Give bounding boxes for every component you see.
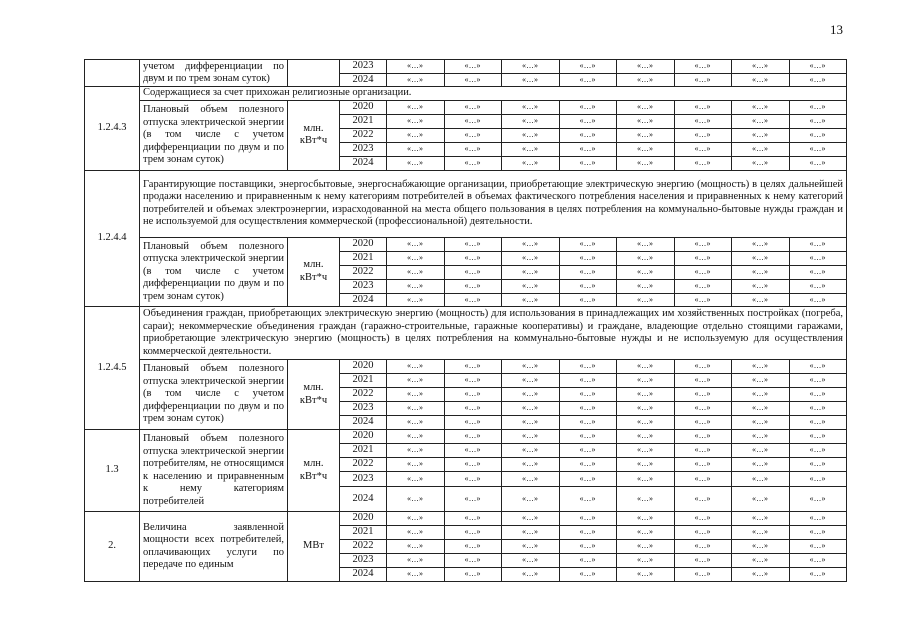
value-placeholder: «...» — [559, 416, 617, 430]
year-cell: 2023 — [340, 279, 387, 293]
value-placeholder: «...» — [387, 129, 445, 143]
value-placeholder: «...» — [559, 526, 617, 540]
value-placeholder: «...» — [732, 458, 790, 472]
value-placeholder: «...» — [617, 430, 675, 444]
value-placeholder: «...» — [559, 251, 617, 265]
year-cell: 2020 — [340, 360, 387, 374]
value-placeholder: «...» — [502, 265, 560, 279]
value-placeholder: «...» — [387, 388, 445, 402]
value-placeholder: «...» — [444, 416, 502, 430]
value-placeholder: «...» — [444, 472, 502, 487]
value-placeholder: «...» — [387, 265, 445, 279]
indicator-name: учетом дифференциации по двум и по трем зонам суток) — [140, 60, 288, 87]
value-placeholder: «...» — [617, 60, 675, 74]
value-placeholder: «...» — [674, 115, 732, 129]
value-placeholder: «...» — [617, 512, 675, 526]
year-cell: 2021 — [340, 444, 387, 458]
section-text-row — [85, 307, 847, 360]
value-placeholder: «...» — [559, 458, 617, 472]
section-code: 1.2.4.4 — [85, 170, 140, 307]
value-placeholder: «...» — [789, 540, 847, 554]
value-placeholder: «...» — [674, 540, 732, 554]
value-placeholder: «...» — [732, 279, 790, 293]
value-placeholder: «...» — [674, 237, 732, 251]
value-placeholder: «...» — [789, 101, 847, 115]
year-cell: 2024 — [340, 416, 387, 430]
value-placeholder: «...» — [789, 360, 847, 374]
value-placeholder: «...» — [387, 458, 445, 472]
value-placeholder: «...» — [617, 568, 675, 582]
value-placeholder: «...» — [387, 279, 445, 293]
value-placeholder: «...» — [387, 416, 445, 430]
value-placeholder: «...» — [617, 402, 675, 416]
year-cell: 2021 — [340, 251, 387, 265]
section-code: 1.2.4.3 — [85, 87, 140, 171]
table-row — [85, 430, 847, 444]
value-placeholder: «...» — [732, 526, 790, 540]
unit-of-measure — [288, 60, 340, 87]
value-placeholder: «...» — [617, 115, 675, 129]
value-placeholder: «...» — [674, 430, 732, 444]
value-placeholder: «...» — [559, 293, 617, 307]
value-placeholder: «...» — [732, 129, 790, 143]
page-number: 13 — [830, 22, 843, 37]
value-placeholder: «...» — [559, 472, 617, 487]
year-cell: 2023 — [340, 402, 387, 416]
value-placeholder: «...» — [789, 73, 847, 87]
value-placeholder: «...» — [617, 554, 675, 568]
section-code — [85, 60, 140, 87]
value-placeholder: «...» — [789, 279, 847, 293]
year-cell: 2020 — [340, 237, 387, 251]
value-placeholder: «...» — [502, 458, 560, 472]
indicator-name: Плановый объем полезного отпуска электрической энергии (в том числе с учетом дифференциации по двум и по трем зонам суток) — [140, 360, 288, 430]
value-placeholder: «...» — [502, 143, 560, 157]
value-placeholder: «...» — [789, 512, 847, 526]
value-placeholder: «...» — [502, 374, 560, 388]
value-placeholder: «...» — [732, 293, 790, 307]
value-placeholder: «...» — [732, 265, 790, 279]
value-placeholder: «...» — [732, 487, 790, 512]
table-row — [85, 101, 847, 115]
value-placeholder: «...» — [502, 444, 560, 458]
value-placeholder: «...» — [789, 237, 847, 251]
value-placeholder: «...» — [444, 293, 502, 307]
indicator-name: Плановый объем полезного отпуска электрической энергии (в том числе с учетом дифференциации по двум и по трем зонам суток) — [140, 101, 288, 171]
value-placeholder: «...» — [617, 540, 675, 554]
year-cell: 2023 — [340, 60, 387, 74]
value-placeholder: «...» — [674, 73, 732, 87]
value-placeholder: «...» — [387, 237, 445, 251]
value-placeholder: «...» — [502, 293, 560, 307]
value-placeholder: «...» — [674, 157, 732, 171]
value-placeholder: «...» — [732, 430, 790, 444]
value-placeholder: «...» — [559, 129, 617, 143]
value-placeholder: «...» — [559, 512, 617, 526]
value-placeholder: «...» — [732, 554, 790, 568]
value-placeholder: «...» — [789, 293, 847, 307]
value-placeholder: «...» — [387, 526, 445, 540]
value-placeholder: «...» — [559, 265, 617, 279]
value-placeholder: «...» — [789, 374, 847, 388]
value-placeholder: «...» — [617, 73, 675, 87]
unit-of-measure: млн. кВт*ч — [288, 101, 340, 171]
value-placeholder: «...» — [789, 526, 847, 540]
value-placeholder: «...» — [559, 487, 617, 512]
value-placeholder: «...» — [732, 540, 790, 554]
value-placeholder: «...» — [617, 487, 675, 512]
value-placeholder: «...» — [732, 444, 790, 458]
value-placeholder: «...» — [559, 568, 617, 582]
value-placeholder: «...» — [502, 115, 560, 129]
value-placeholder: «...» — [502, 568, 560, 582]
tariff-table — [84, 59, 847, 582]
value-placeholder: «...» — [789, 472, 847, 487]
value-placeholder: «...» — [387, 554, 445, 568]
value-placeholder: «...» — [789, 60, 847, 74]
value-placeholder: «...» — [444, 402, 502, 416]
value-placeholder: «...» — [617, 237, 675, 251]
value-placeholder: «...» — [732, 568, 790, 582]
value-placeholder: «...» — [732, 360, 790, 374]
value-placeholder: «...» — [444, 458, 502, 472]
value-placeholder: «...» — [789, 430, 847, 444]
year-cell: 2024 — [340, 293, 387, 307]
value-placeholder: «...» — [387, 115, 445, 129]
value-placeholder: «...» — [674, 472, 732, 487]
value-placeholder: «...» — [674, 60, 732, 74]
value-placeholder: «...» — [617, 360, 675, 374]
value-placeholder: «...» — [559, 143, 617, 157]
value-placeholder: «...» — [617, 293, 675, 307]
value-placeholder: «...» — [444, 265, 502, 279]
year-cell: 2020 — [340, 430, 387, 444]
value-placeholder: «...» — [559, 360, 617, 374]
value-placeholder: «...» — [387, 157, 445, 171]
value-placeholder: «...» — [387, 360, 445, 374]
year-cell: 2023 — [340, 554, 387, 568]
value-placeholder: «...» — [789, 458, 847, 472]
value-placeholder: «...» — [502, 60, 560, 74]
indicator-name: Плановый объем полезного отпуска электрической энергии (в том числе с учетом дифференциации по двум и по трем зонам суток) — [140, 237, 288, 307]
value-placeholder: «...» — [444, 237, 502, 251]
value-placeholder: «...» — [617, 416, 675, 430]
value-placeholder: «...» — [387, 487, 445, 512]
value-placeholder: «...» — [444, 129, 502, 143]
value-placeholder: «...» — [559, 73, 617, 87]
year-cell: 2022 — [340, 540, 387, 554]
value-placeholder: «...» — [502, 360, 560, 374]
value-placeholder: «...» — [559, 402, 617, 416]
value-placeholder: «...» — [444, 540, 502, 554]
value-placeholder: «...» — [789, 444, 847, 458]
value-placeholder: «...» — [617, 526, 675, 540]
value-placeholder: «...» — [559, 115, 617, 129]
value-placeholder: «...» — [502, 472, 560, 487]
value-placeholder: «...» — [674, 143, 732, 157]
value-placeholder: «...» — [617, 251, 675, 265]
value-placeholder: «...» — [732, 251, 790, 265]
value-placeholder: «...» — [444, 374, 502, 388]
value-placeholder: «...» — [617, 472, 675, 487]
value-placeholder: «...» — [502, 430, 560, 444]
value-placeholder: «...» — [674, 568, 732, 582]
value-placeholder: «...» — [732, 73, 790, 87]
value-placeholder: «...» — [387, 374, 445, 388]
value-placeholder: «...» — [444, 73, 502, 87]
year-cell: 2021 — [340, 526, 387, 540]
value-placeholder: «...» — [789, 487, 847, 512]
value-placeholder: «...» — [502, 251, 560, 265]
value-placeholder: «...» — [617, 279, 675, 293]
value-placeholder: «...» — [387, 444, 445, 458]
value-placeholder: «...» — [674, 129, 732, 143]
value-placeholder: «...» — [387, 540, 445, 554]
value-placeholder: «...» — [387, 568, 445, 582]
value-placeholder: «...» — [789, 554, 847, 568]
value-placeholder: «...» — [444, 388, 502, 402]
table-row — [85, 60, 847, 74]
value-placeholder: «...» — [387, 293, 445, 307]
year-cell: 2023 — [340, 472, 387, 487]
section-description: Содержащиеся за счет прихожан религиозные организации. — [140, 87, 847, 101]
value-placeholder: «...» — [674, 293, 732, 307]
value-placeholder: «...» — [674, 416, 732, 430]
section-code: 1.3 — [85, 430, 140, 512]
value-placeholder: «...» — [732, 237, 790, 251]
unit-of-measure: млн. кВт*ч — [288, 430, 340, 512]
value-placeholder: «...» — [444, 568, 502, 582]
value-placeholder: «...» — [674, 512, 732, 526]
value-placeholder: «...» — [732, 512, 790, 526]
value-placeholder: «...» — [444, 115, 502, 129]
value-placeholder: «...» — [789, 115, 847, 129]
value-placeholder: «...» — [674, 402, 732, 416]
value-placeholder: «...» — [559, 237, 617, 251]
year-cell: 2022 — [340, 129, 387, 143]
section-text-row — [85, 170, 847, 237]
year-cell: 2024 — [340, 73, 387, 87]
year-cell: 2022 — [340, 458, 387, 472]
year-cell: 2022 — [340, 388, 387, 402]
section-code: 2. — [85, 512, 140, 582]
value-placeholder: «...» — [617, 143, 675, 157]
value-placeholder: «...» — [789, 416, 847, 430]
value-placeholder: «...» — [502, 157, 560, 171]
value-placeholder: «...» — [789, 251, 847, 265]
value-placeholder: «...» — [502, 526, 560, 540]
value-placeholder: «...» — [502, 129, 560, 143]
value-placeholder: «...» — [444, 60, 502, 74]
value-placeholder: «...» — [502, 554, 560, 568]
value-placeholder: «...» — [502, 388, 560, 402]
unit-of-measure: млн. кВт*ч — [288, 360, 340, 430]
value-placeholder: «...» — [789, 143, 847, 157]
value-placeholder: «...» — [444, 487, 502, 512]
value-placeholder: «...» — [732, 101, 790, 115]
value-placeholder: «...» — [444, 101, 502, 115]
year-cell: 2024 — [340, 487, 387, 512]
unit-of-measure: млн. кВт*ч — [288, 237, 340, 307]
value-placeholder: «...» — [732, 472, 790, 487]
table-row — [85, 237, 847, 251]
value-placeholder: «...» — [617, 129, 675, 143]
value-placeholder: «...» — [617, 101, 675, 115]
value-placeholder: «...» — [732, 388, 790, 402]
value-placeholder: «...» — [732, 143, 790, 157]
section-description: Гарантирующие поставщики, энергосбытовые, энергоснабжающие организации, приобретающие электрическую энергию (мощность) в целях дальнейшей продажи населению и приравненным к нему категориям потребителей в объемах фактического потребления населения и приравненных к нему категорий потребителей и объемах электроэнергии, израсходованной на места общего пользования в целях потребления на коммунально-бытовые нужды граждан и не используемой для осуществления коммерческой (профессиональной) деятельности. — [140, 170, 847, 237]
value-placeholder: «...» — [789, 402, 847, 416]
value-placeholder: «...» — [789, 568, 847, 582]
value-placeholder: «...» — [559, 540, 617, 554]
value-placeholder: «...» — [674, 251, 732, 265]
section-text-row — [85, 87, 847, 101]
indicator-name: Плановый объем полезного отпуска электрической энергии потребителям, не относящимся к населению и приравненным к нему категориям потребителей — [140, 430, 288, 512]
value-placeholder: «...» — [387, 430, 445, 444]
value-placeholder: «...» — [387, 60, 445, 74]
value-placeholder: «...» — [789, 157, 847, 171]
table-row — [85, 360, 847, 374]
value-placeholder: «...» — [502, 402, 560, 416]
value-placeholder: «...» — [387, 472, 445, 487]
value-placeholder: «...» — [674, 101, 732, 115]
value-placeholder: «...» — [732, 157, 790, 171]
year-cell: 2020 — [340, 101, 387, 115]
section-code: 1.2.4.5 — [85, 307, 140, 430]
value-placeholder: «...» — [732, 416, 790, 430]
year-cell: 2021 — [340, 115, 387, 129]
value-placeholder: «...» — [502, 279, 560, 293]
value-placeholder: «...» — [502, 540, 560, 554]
value-placeholder: «...» — [789, 388, 847, 402]
value-placeholder: «...» — [732, 115, 790, 129]
value-placeholder: «...» — [559, 60, 617, 74]
value-placeholder: «...» — [444, 279, 502, 293]
value-placeholder: «...» — [502, 73, 560, 87]
value-placeholder: «...» — [617, 374, 675, 388]
value-placeholder: «...» — [674, 458, 732, 472]
section-description: Объединения граждан, приобретающих электрическую энергию (мощность) для использования в принадлежащих им хозяйственных постройках (погреба, сараи); некоммерческие объединения граждан (гаражно-строительные, гаражные кооперативы) и граждане, владеющие отдельно стоящими гаражами, приобретающие электрическую энергию (мощность) в целях потребления на коммунально-бытовые нужды и не используемую для осуществления коммерческой деятельности. — [140, 307, 847, 360]
value-placeholder: «...» — [674, 388, 732, 402]
value-placeholder: «...» — [674, 374, 732, 388]
value-placeholder: «...» — [674, 265, 732, 279]
value-placeholder: «...» — [444, 512, 502, 526]
value-placeholder: «...» — [617, 444, 675, 458]
year-cell: 2023 — [340, 143, 387, 157]
value-placeholder: «...» — [559, 374, 617, 388]
value-placeholder: «...» — [387, 73, 445, 87]
value-placeholder: «...» — [559, 157, 617, 171]
value-placeholder: «...» — [674, 279, 732, 293]
value-placeholder: «...» — [444, 251, 502, 265]
value-placeholder: «...» — [444, 157, 502, 171]
value-placeholder: «...» — [502, 101, 560, 115]
value-placeholder: «...» — [387, 512, 445, 526]
value-placeholder: «...» — [502, 487, 560, 512]
value-placeholder: «...» — [789, 129, 847, 143]
value-placeholder: «...» — [387, 402, 445, 416]
indicator-name: Величина заявленной мощности всех потребителей, оплачивающих услуги по передаче по единым — [140, 512, 288, 582]
year-cell: 2022 — [340, 265, 387, 279]
value-placeholder: «...» — [617, 157, 675, 171]
value-placeholder: «...» — [444, 554, 502, 568]
value-placeholder: «...» — [444, 360, 502, 374]
value-placeholder: «...» — [617, 265, 675, 279]
value-placeholder: «...» — [502, 416, 560, 430]
value-placeholder: «...» — [674, 554, 732, 568]
value-placeholder: «...» — [559, 444, 617, 458]
value-placeholder: «...» — [502, 512, 560, 526]
value-placeholder: «...» — [559, 554, 617, 568]
value-placeholder: «...» — [732, 402, 790, 416]
value-placeholder: «...» — [732, 60, 790, 74]
value-placeholder: «...» — [789, 265, 847, 279]
value-placeholder: «...» — [559, 388, 617, 402]
year-cell: 2020 — [340, 512, 387, 526]
value-placeholder: «...» — [444, 444, 502, 458]
table-row — [85, 512, 847, 526]
value-placeholder: «...» — [732, 374, 790, 388]
value-placeholder: «...» — [617, 458, 675, 472]
value-placeholder: «...» — [674, 444, 732, 458]
value-placeholder: «...» — [674, 526, 732, 540]
value-placeholder: «...» — [387, 101, 445, 115]
value-placeholder: «...» — [387, 143, 445, 157]
value-placeholder: «...» — [674, 360, 732, 374]
year-cell: 2021 — [340, 374, 387, 388]
value-placeholder: «...» — [444, 526, 502, 540]
value-placeholder: «...» — [559, 101, 617, 115]
value-placeholder: «...» — [674, 487, 732, 512]
year-cell: 2024 — [340, 568, 387, 582]
year-cell: 2024 — [340, 157, 387, 171]
value-placeholder: «...» — [559, 279, 617, 293]
value-placeholder: «...» — [559, 430, 617, 444]
unit-of-measure: МВт — [288, 512, 340, 582]
value-placeholder: «...» — [444, 143, 502, 157]
value-placeholder: «...» — [444, 430, 502, 444]
value-placeholder: «...» — [387, 251, 445, 265]
value-placeholder: «...» — [502, 237, 560, 251]
value-placeholder: «...» — [617, 388, 675, 402]
